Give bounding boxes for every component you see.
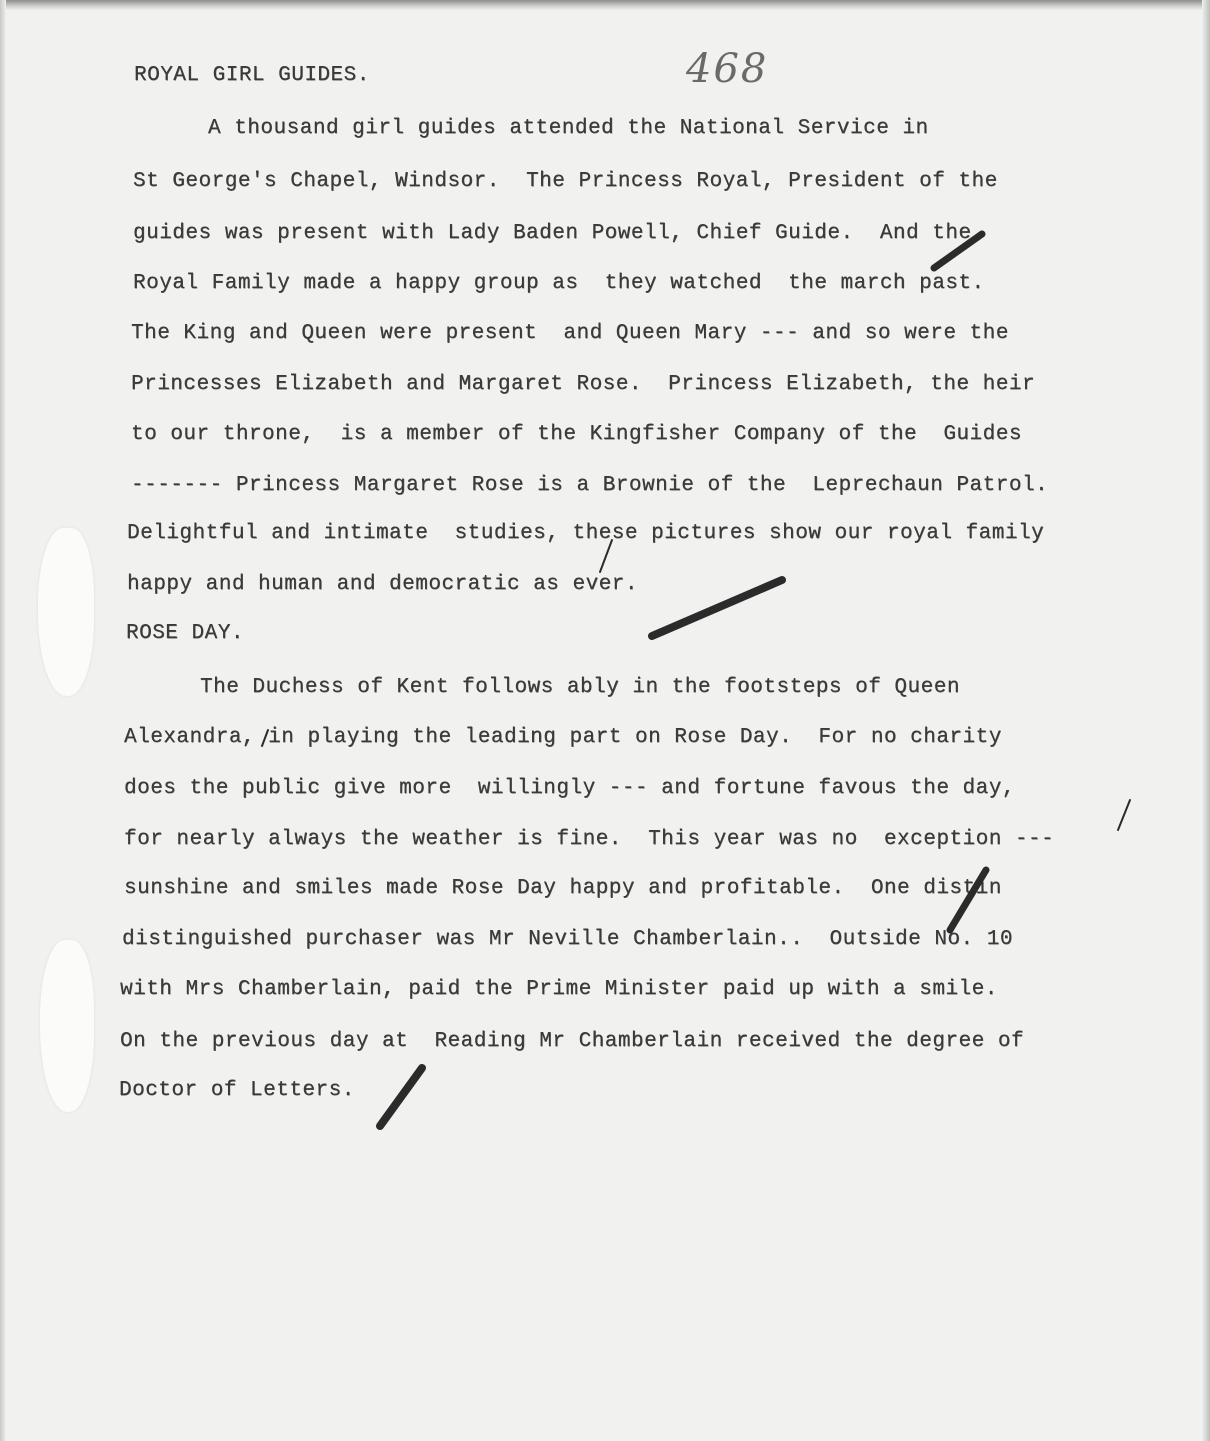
pen-stroke-mark xyxy=(600,540,612,572)
pen-stroke-mark xyxy=(934,234,982,268)
text-line: distinguished purchaser was Mr Neville Chamberlain.. Outside No. 10 xyxy=(122,928,1013,951)
text-line: Princesses Elizabeth and Margaret Rose. Princess Elizabeth, the heir xyxy=(131,373,1036,396)
text-line: happy and human and democratic as ever. xyxy=(127,573,638,596)
text-line: Royal Family made a happy group as they watched the march past. xyxy=(133,272,985,295)
text-line: sunshine and smiles made Rose Day happy and profitable. One distin xyxy=(124,877,1002,900)
text-line: with Mrs Chamberlain, paid the Prime Minister paid up with a smile. xyxy=(120,978,998,1001)
section-heading: ROSE DAY. xyxy=(126,622,244,645)
pen-stroke-mark xyxy=(652,580,782,636)
pen-stroke-mark xyxy=(950,870,986,930)
text-line: The Duchess of Kent follows ably in the footsteps of Queen xyxy=(200,676,960,699)
text-line: On the previous day at Reading Mr Chamberlain received the degree of xyxy=(120,1030,1025,1053)
pen-stroke-mark xyxy=(380,1068,422,1126)
text-line: Doctor of Letters. xyxy=(119,1079,355,1102)
section-heading: ROYAL GIRL GUIDES. xyxy=(134,64,370,87)
text-line: A thousand girl guides attended the National Service in xyxy=(208,117,929,140)
text-line: St George's Chapel, Windsor. The Princess Royal, President of the xyxy=(133,170,998,193)
text-line: for nearly always the weather is fine. This year was no exception --- xyxy=(124,828,1055,851)
text-line: guides was present with Lady Baden Powell, Chief Guide. And the xyxy=(133,222,972,245)
pen-stroke-mark xyxy=(262,730,268,746)
text-line: does the public give more willingly --- and fortune favous the day, xyxy=(124,777,1015,800)
text-line: ------- Princess Margaret Rose is a Brownie of the Leprechaun Patrol. xyxy=(131,474,1049,497)
text-line: The King and Queen were present and Queen Mary --- and so were the xyxy=(131,322,1009,345)
text-line: to our throne, is a member of the Kingfisher Company of the Guides xyxy=(131,423,1022,446)
text-line: Alexandra, in playing the leading part on Rose Day. For no charity xyxy=(124,726,1002,749)
pen-stroke-mark xyxy=(1118,800,1130,830)
page-number: 468 xyxy=(686,46,769,92)
text-line: Delightful and intimate studies, these pictures show our royal family xyxy=(127,522,1045,545)
